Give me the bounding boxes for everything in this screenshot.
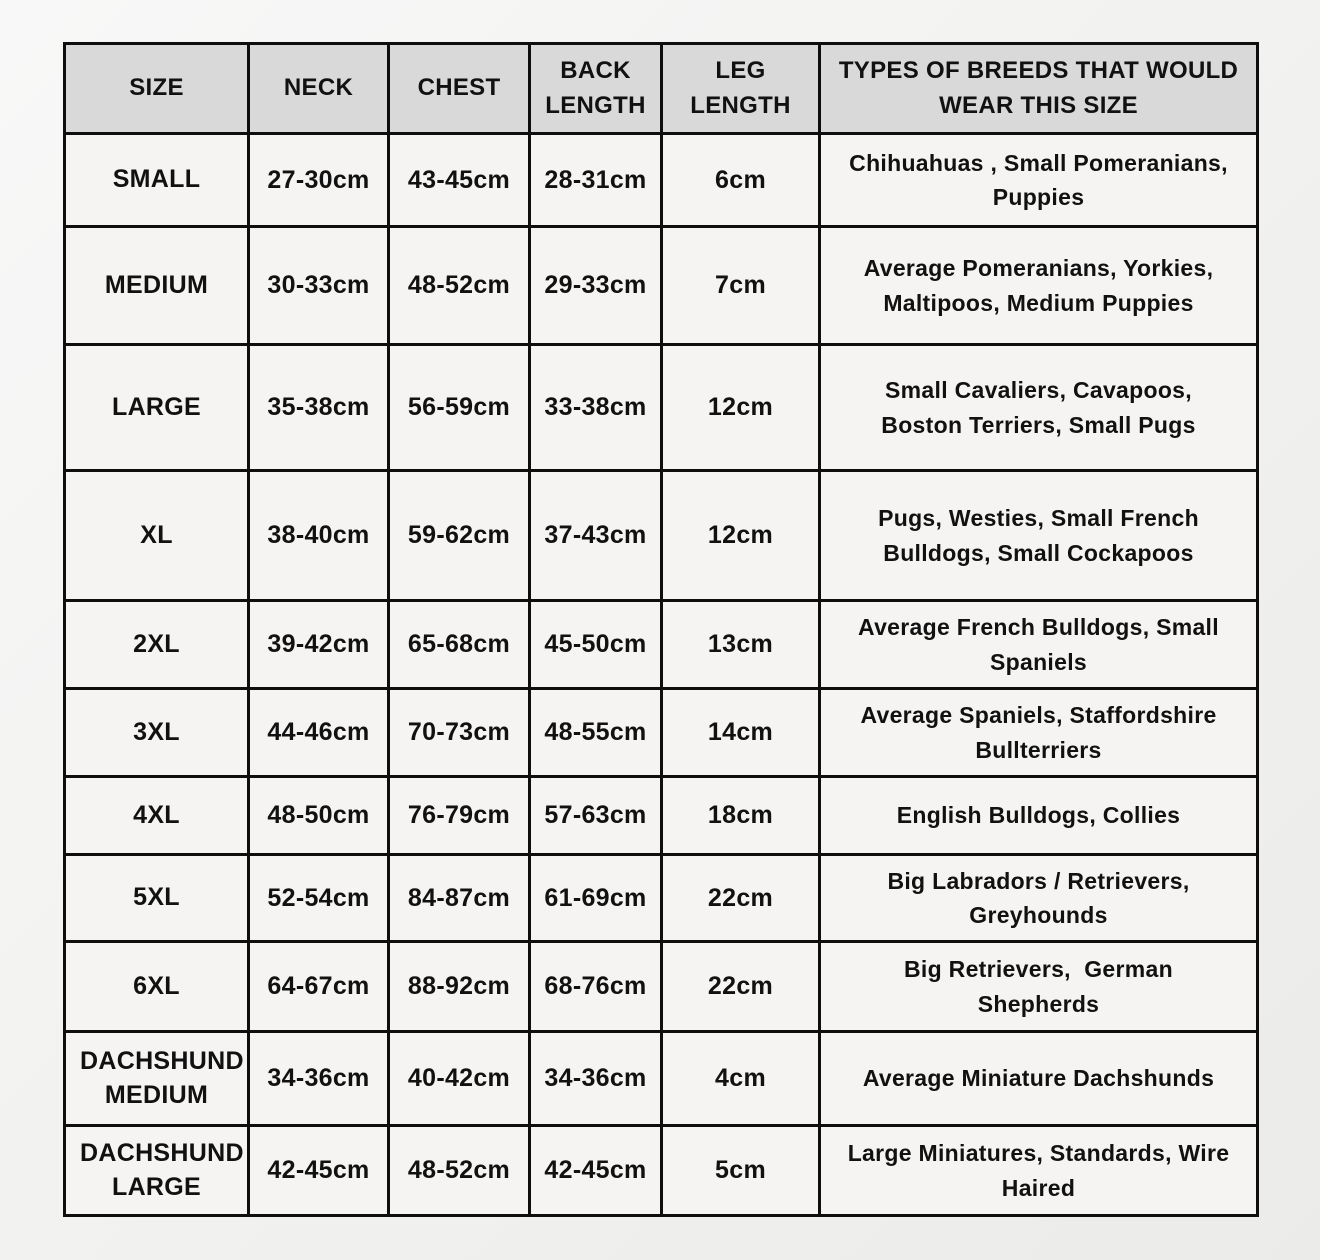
dog-size-chart-table (63, 42, 1259, 1217)
breeds-cell: Big Retrievers, German Shepherds (820, 942, 1258, 1032)
back-length-cell: 61-69cm (530, 855, 662, 942)
chest-cell: 56-59cm (389, 345, 530, 471)
neck-cell: 48-50cm (249, 777, 389, 855)
chest-cell: 43-45cm (389, 134, 530, 227)
header-row (65, 44, 1258, 134)
header-leg-length: LEG LENGTH (662, 44, 820, 134)
breeds-cell: Chihuahuas , Small Pomeranians, Puppies (820, 134, 1258, 227)
size-cell: MEDIUM (65, 227, 249, 345)
table-row-dachshund-medium (65, 1032, 1258, 1126)
back-length-cell: 57-63cm (530, 777, 662, 855)
neck-cell: 52-54cm (249, 855, 389, 942)
table-row-6xl (65, 942, 1258, 1032)
leg-length-cell: 7cm (662, 227, 820, 345)
chest-cell: 65-68cm (389, 601, 530, 689)
neck-cell: 27-30cm (249, 134, 389, 227)
breeds-cell: Big Labradors / Retrievers, Greyhounds (820, 855, 1258, 942)
chest-cell: 40-42cm (389, 1032, 530, 1126)
header-neck: NECK (249, 44, 389, 134)
chest-cell: 76-79cm (389, 777, 530, 855)
chest-cell: 70-73cm (389, 689, 530, 777)
back-length-cell: 28-31cm (530, 134, 662, 227)
breeds-cell: Large Miniatures, Standards, Wire Haired (820, 1126, 1258, 1216)
leg-length-cell: 6cm (662, 134, 820, 227)
neck-cell: 35-38cm (249, 345, 389, 471)
neck-cell: 64-67cm (249, 942, 389, 1032)
header-breeds: TYPES OF BREEDS THAT WOULD WEAR THIS SIZE (820, 44, 1258, 134)
leg-length-cell: 22cm (662, 855, 820, 942)
breeds-cell: Average Miniature Dachshunds (820, 1032, 1258, 1126)
size-cell: DACHSHUND MEDIUM (65, 1032, 249, 1126)
breeds-cell: Average Spaniels, Staffordshire Bullterriers (820, 689, 1258, 777)
table-row-dachshund-large (65, 1126, 1258, 1216)
breeds-cell: Average Pomeranians, Yorkies, Maltipoos, Medium Puppies (820, 227, 1258, 345)
back-length-cell: 29-33cm (530, 227, 662, 345)
chest-cell: 48-52cm (389, 227, 530, 345)
chest-cell: 59-62cm (389, 471, 530, 601)
size-cell: XL (65, 471, 249, 601)
size-cell: LARGE (65, 345, 249, 471)
back-length-cell: 68-76cm (530, 942, 662, 1032)
neck-cell: 30-33cm (249, 227, 389, 345)
size-cell: 4XL (65, 777, 249, 855)
table-row-small (65, 134, 1258, 227)
breeds-cell: Small Cavaliers, Cavapoos, Boston Terriers, Small Pugs (820, 345, 1258, 471)
header-back-length: BACK LENGTH (530, 44, 662, 134)
table-row-4xl (65, 777, 1258, 855)
leg-length-cell: 18cm (662, 777, 820, 855)
leg-length-cell: 22cm (662, 942, 820, 1032)
breeds-cell: English Bulldogs, Collies (820, 777, 1258, 855)
size-cell: DACHSHUND LARGE (65, 1126, 249, 1216)
header-chest: CHEST (389, 44, 530, 134)
table-row-xl (65, 471, 1258, 601)
back-length-cell: 42-45cm (530, 1126, 662, 1216)
leg-length-cell: 12cm (662, 345, 820, 471)
table-row-2xl (65, 601, 1258, 689)
neck-cell: 39-42cm (249, 601, 389, 689)
neck-cell: 44-46cm (249, 689, 389, 777)
neck-cell: 34-36cm (249, 1032, 389, 1126)
breeds-cell: Pugs, Westies, Small French Bulldogs, Small Cockapoos (820, 471, 1258, 601)
leg-length-cell: 4cm (662, 1032, 820, 1126)
header-size: SIZE (65, 44, 249, 134)
back-length-cell: 37-43cm (530, 471, 662, 601)
neck-cell: 42-45cm (249, 1126, 389, 1216)
size-cell: 6XL (65, 942, 249, 1032)
table-row-large (65, 345, 1258, 471)
size-cell: 2XL (65, 601, 249, 689)
size-cell: 5XL (65, 855, 249, 942)
size-cell: SMALL (65, 134, 249, 227)
leg-length-cell: 14cm (662, 689, 820, 777)
breeds-cell: Average French Bulldogs, Small Spaniels (820, 601, 1258, 689)
leg-length-cell: 12cm (662, 471, 820, 601)
table-row-3xl (65, 689, 1258, 777)
back-length-cell: 34-36cm (530, 1032, 662, 1126)
chest-cell: 48-52cm (389, 1126, 530, 1216)
back-length-cell: 48-55cm (530, 689, 662, 777)
neck-cell: 38-40cm (249, 471, 389, 601)
table-row-5xl (65, 855, 1258, 942)
back-length-cell: 45-50cm (530, 601, 662, 689)
chest-cell: 88-92cm (389, 942, 530, 1032)
chest-cell: 84-87cm (389, 855, 530, 942)
leg-length-cell: 13cm (662, 601, 820, 689)
size-cell: 3XL (65, 689, 249, 777)
leg-length-cell: 5cm (662, 1126, 820, 1216)
table-row-medium (65, 227, 1258, 345)
back-length-cell: 33-38cm (530, 345, 662, 471)
